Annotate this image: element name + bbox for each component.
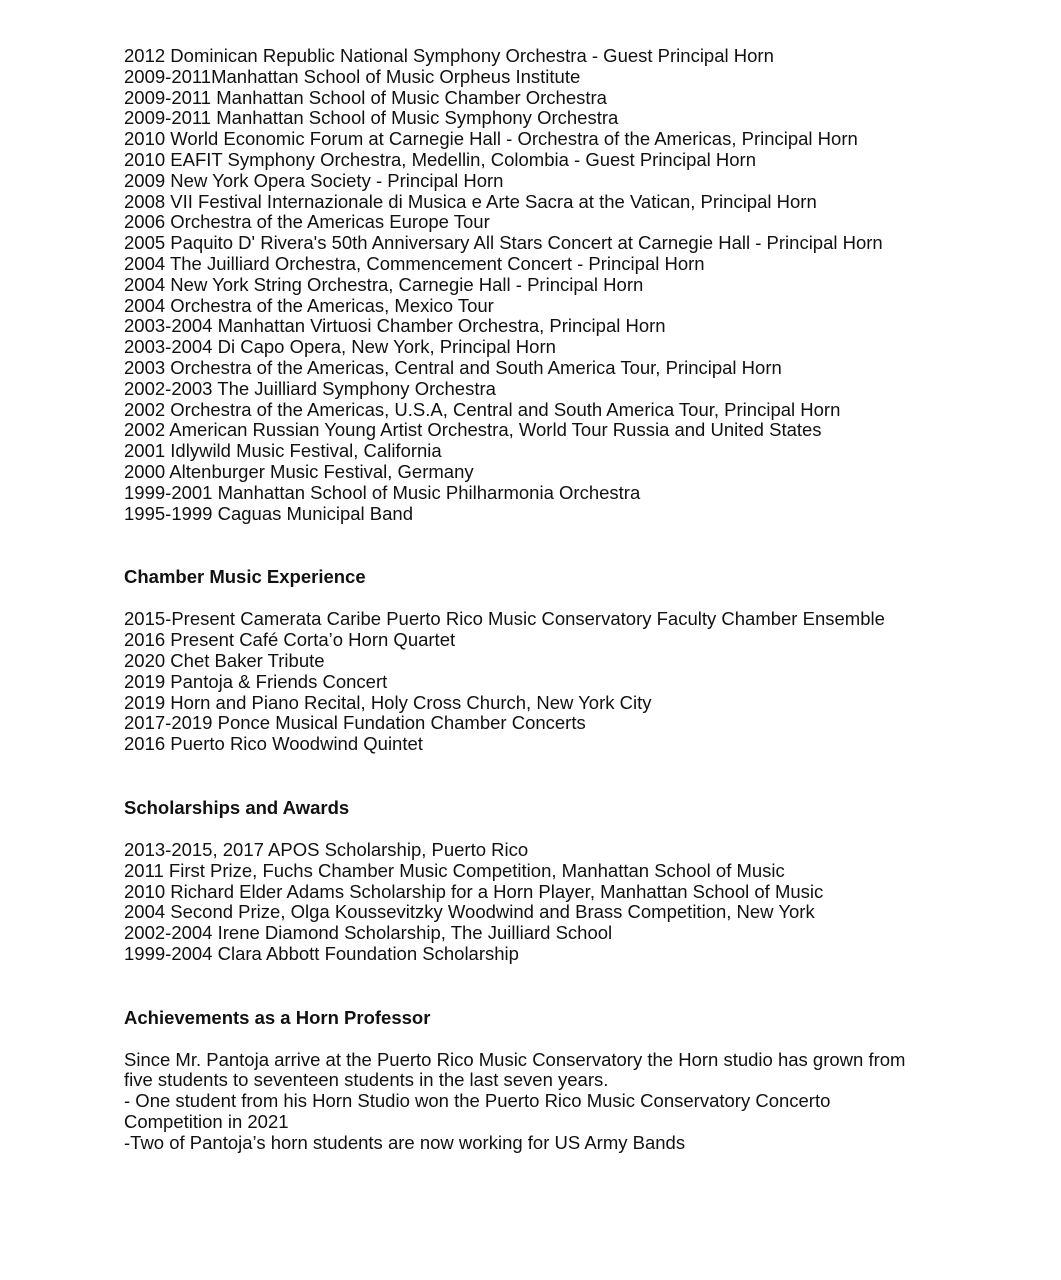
list-item: 2010 Richard Elder Adams Scholarship for a Horn Player, Manhattan School of Music <box>124 880 824 902</box>
chamber-music-section <box>124 566 1024 755</box>
achievement-paragraph: - One student from his Horn Studio won the Puerto Rico Music Conservatory Concerto Competition in 2021 <box>124 1090 831 1133</box>
list-item: 2002 American Russian Young Artist Orchestra, World Tour Russia and United States <box>124 419 822 441</box>
list-item: 2017-2019 Ponce Musical Fundation Chamber Concerts <box>124 712 586 734</box>
section-heading: Scholarships and Awards <box>124 796 350 818</box>
list-item: 2003 Orchestra of the Americas, Central and South America Tour, Principal Horn <box>124 356 782 378</box>
achievement-paragraph: -Two of Pantoja’s horn students are now working for US Army Bands <box>124 1131 686 1153</box>
list-item: 2003-2004 Manhattan Virtuosi Chamber Orchestra, Principal Horn <box>124 315 666 337</box>
orchestral-experience-list <box>124 46 1024 524</box>
list-item: 2009-2011 Manhattan School of Music Symphony Orchestra <box>124 107 619 129</box>
list-item: 2004 New York String Orchestra, Carnegie Hall - Principal Horn <box>124 273 644 295</box>
list-item: 2019 Pantoja & Friends Concert <box>124 670 388 692</box>
achievement-paragraph: Since Mr. Pantoja arrive at the Puerto Rico Music Conservatory the Horn studio has grown from five students to seventeen students in the last seven years. <box>124 1048 906 1091</box>
resume-page <box>124 46 1024 1154</box>
list-item: 2020 Chet Baker Tribute <box>124 649 325 671</box>
list-item: 2008 VII Festival Internazionale di Musica e Arte Sacra at the Vatican, Principal Horn <box>124 190 817 212</box>
list-item: 2011 First Prize, Fuchs Chamber Music Competition, Manhattan School of Music <box>124 859 785 881</box>
section-heading: Achievements as a Horn Professor <box>124 1006 431 1028</box>
section-heading: Chamber Music Experience <box>124 566 366 588</box>
list-item: 2004 The Juilliard Orchestra, Commencement Concert - Principal Horn <box>124 252 705 274</box>
list-item: 2005 Paquito D' Rivera's 50th Anniversary All Stars Concert at Carnegie Hall - Principal Horn <box>124 232 883 254</box>
list-item: 2016 Present Café Corta’o Horn Quartet <box>124 629 456 651</box>
list-item: 1999-2004 Clara Abbott Foundation Scholarship <box>124 942 519 964</box>
list-item: 2002-2003 The Juilliard Symphony Orchestra <box>124 377 496 399</box>
list-item: 2000 Altenburger Music Festival, Germany <box>124 460 474 482</box>
list-item: 2010 EAFIT Symphony Orchestra, Medellin, Colombia - Guest Principal Horn <box>124 148 757 170</box>
list-item: 1995-1999 Caguas Municipal Band <box>124 502 414 524</box>
list-item: 2002-2004 Irene Diamond Scholarship, The Juilliard School <box>124 922 613 944</box>
list-item: 2009 New York Opera Society - Principal Horn <box>124 169 504 191</box>
list-item: 1999-2001 Manhattan School of Music Philharmonia Orchestra <box>124 481 641 503</box>
list-item: 2002 Orchestra of the Americas, U.S.A, Central and South America Tour, Principal Horn <box>124 398 841 420</box>
list-item: 2013-2015, 2017 APOS Scholarship, Puerto Rico <box>124 838 529 860</box>
list-item: 2006 Orchestra of the Americas Europe Tour <box>124 211 490 233</box>
list-item: 2016 Puerto Rico Woodwind Quintet <box>124 733 423 755</box>
scholarships-section <box>124 797 1024 965</box>
achievements-section <box>124 1007 1024 1154</box>
list-item: 2009-2011Manhattan School of Music Orpheus Institute <box>124 65 581 87</box>
list-item: 2009-2011 Manhattan School of Music Chamber Orchestra <box>124 86 607 108</box>
list-item: 2019 Horn and Piano Recital, Holy Cross Church, New York City <box>124 691 652 713</box>
list-item: 2004 Second Prize, Olga Koussevitzky Woodwind and Brass Competition, New York <box>124 901 815 923</box>
list-item: 2003-2004 Di Capo Opera, New York, Principal Horn <box>124 336 556 358</box>
list-item: 2010 World Economic Forum at Carnegie Hall - Orchestra of the Americas, Principal Horn <box>124 128 858 150</box>
list-item: 2012 Dominican Republic National Symphony Orchestra - Guest Principal Horn <box>124 45 774 66</box>
list-item: 2004 Orchestra of the Americas, Mexico Tour <box>124 294 494 316</box>
list-item: 2001 Idlywild Music Festival, California <box>124 440 442 462</box>
list-item: 2015-Present Camerata Caribe Puerto Rico Music Conservatory Faculty Chamber Ensemble <box>124 608 885 630</box>
